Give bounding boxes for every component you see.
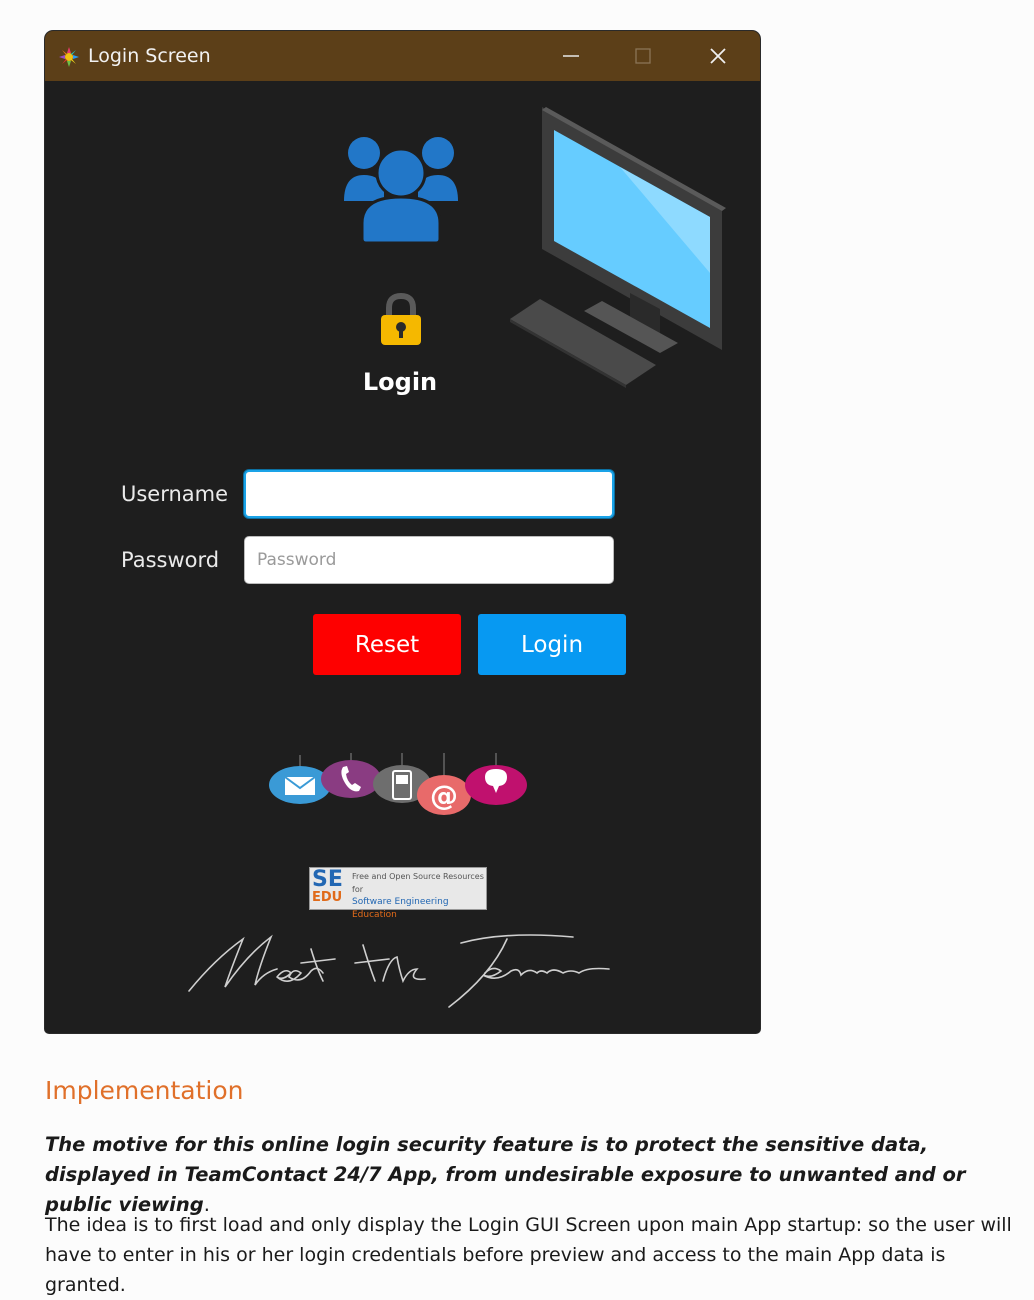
title-bar[interactable] xyxy=(45,31,760,81)
close-icon xyxy=(708,46,728,66)
window-title: Login Screen xyxy=(88,45,211,67)
app-logo-icon xyxy=(58,46,80,68)
reset-button[interactable]: Reset xyxy=(313,614,461,675)
padlock-icon xyxy=(379,293,423,347)
username-input[interactable] xyxy=(244,470,614,518)
close-button[interactable] xyxy=(682,31,754,81)
motive-bold-text: The motive for this online login security feature is to protect the sensitive data, displayed in TeamContact 24/7 App, from undesirable exposure to unwanted and or public viewing xyxy=(45,1133,966,1216)
password-label: Password xyxy=(121,548,220,572)
section-heading-implementation: Implementation xyxy=(45,1076,244,1105)
logo-se-text: SE xyxy=(312,867,343,892)
logo-edu-text: EDU xyxy=(312,890,343,905)
se-edu-logo xyxy=(309,867,487,920)
login-button[interactable]: Login xyxy=(478,614,626,675)
login-window xyxy=(45,31,760,1033)
chat-bubble-icon xyxy=(465,753,527,805)
logo-line3: Education xyxy=(352,910,397,920)
motive-suffix: . xyxy=(203,1193,210,1216)
login-heading: Login xyxy=(362,368,438,396)
contact-icons-group xyxy=(269,753,531,817)
username-label: Username xyxy=(121,482,229,506)
logo-line1: Free and Open Source Resources for xyxy=(352,872,484,894)
team-users-icon xyxy=(342,131,460,243)
svg-text:@: @ xyxy=(430,779,458,812)
logo-line2: Software Engineering xyxy=(352,897,449,907)
motive-paragraph xyxy=(45,1130,1005,1220)
minimize-icon xyxy=(562,47,580,65)
phone-icon xyxy=(321,753,381,798)
idea-paragraph: The idea is to first load and only display the Login GUI Screen upon main App startup: so the user will have to enter in his or her login credentials before preview and access to the main App data is granted. xyxy=(45,1214,1012,1296)
maximize-button[interactable] xyxy=(607,31,679,81)
minimize-button[interactable] xyxy=(535,31,607,81)
at-sign-icon xyxy=(417,753,471,815)
password-input[interactable] xyxy=(244,536,614,584)
monitor-illustration xyxy=(510,103,732,388)
maximize-icon xyxy=(634,47,652,65)
meet-the-team-signature xyxy=(185,929,625,1015)
